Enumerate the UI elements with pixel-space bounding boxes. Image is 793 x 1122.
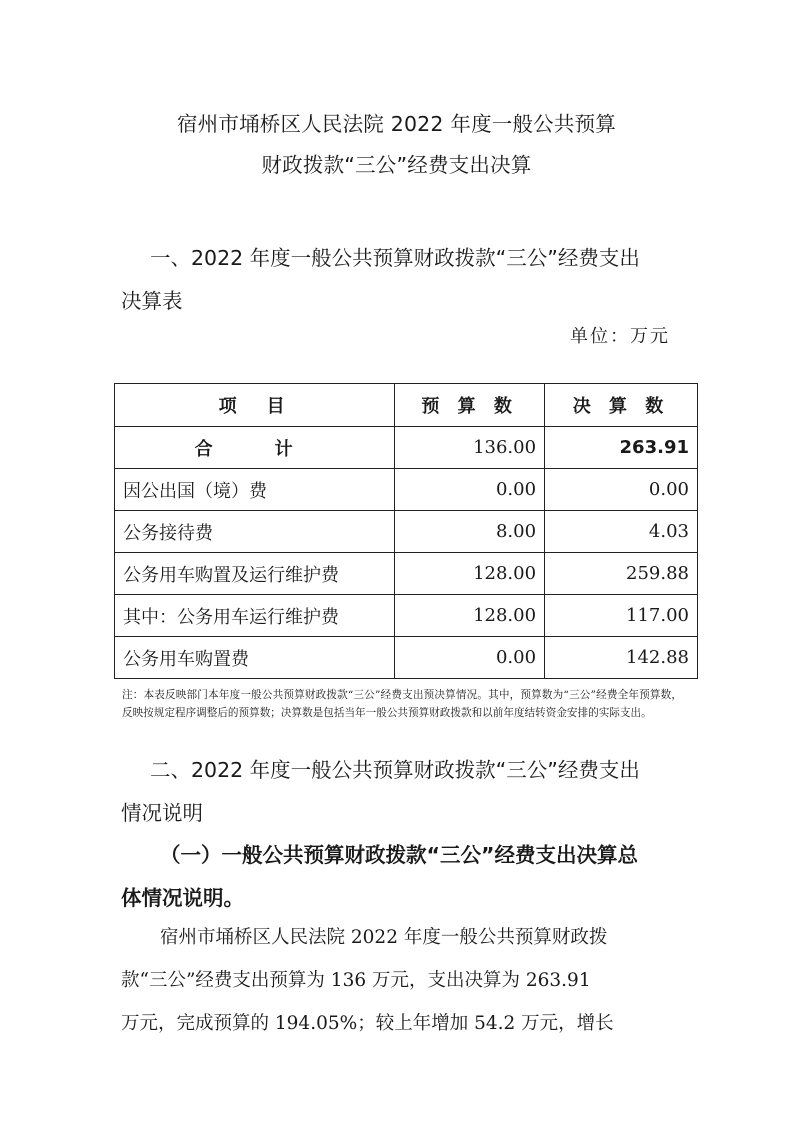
section2-heading-line2: 情况说明 [121,801,203,825]
document-title-line1: 宿州市埇桥区人民法院 2022 年度一般公共预算 [176,112,616,136]
row-label: 其中：公务用车运行维护费 [115,595,395,637]
row-actual: 263.91 [545,427,698,469]
subsection1-heading-line1: （一）一般公共预算财政拨款“三公”经费支出决算总 [160,843,638,867]
row-label: 合 计 [115,427,395,469]
row-label: 因公出国（境）费 [115,469,395,511]
row-budget: 128.00 [395,553,545,595]
row-budget: 8.00 [395,511,545,553]
table-row [115,553,698,595]
paragraph-line2: 款“三公”经费支出预算为 136 万元，支出决算为 263.91 [121,970,591,991]
subsection1-heading-line2: 体情况说明。 [121,886,244,910]
table-row [115,637,698,679]
section1-heading-line1: 一、2022 年度一般公共预算财政拨款“三公”经费支出 [150,246,640,270]
row-actual: 4.03 [545,511,698,553]
header-item: 项 目 [115,384,395,427]
row-actual: 259.88 [545,553,698,595]
row-budget: 0.00 [395,637,545,679]
table-row [115,595,698,637]
row-actual: 142.88 [545,637,698,679]
paragraph-line1: 宿州市埇桥区人民法院 2022 年度一般公共预算财政拨 [160,927,608,948]
header-budget: 预 算 数 [395,384,545,427]
header-actual: 决 算 数 [545,384,698,427]
document-title-line2: 财政拨款“三公”经费支出决算 [261,153,532,177]
row-actual: 117.00 [545,595,698,637]
section2-heading-line1: 二、2022 年度一般公共预算财政拨款“三公”经费支出 [150,758,640,782]
table-row [115,469,698,511]
paragraph-line3: 万元，完成预算的 194.05%；较上年增加 54.2 万元，增长 [121,1013,614,1034]
table-row [115,511,698,553]
row-label: 公务接待费 [115,511,395,553]
row-budget: 136.00 [395,427,545,469]
row-label: 公务用车购置费 [115,637,395,679]
table-footnote: 注：本表反映部门本年度一般公共预算财政拨款“三公”经费支出预决算情况。其中，预算数为“三公”经费全年预算数，反映按规定程序调整后的预算数；决算数是包括当年一般公共预算财政拨款和以前年度结转资金安排的实际支出。 [122,689,682,719]
expense-table [114,383,698,679]
section1-heading-line2: 决算表 [121,289,183,313]
table-header-row [115,384,698,427]
row-actual: 0.00 [545,469,698,511]
row-budget: 128.00 [395,595,545,637]
row-label: 公务用车购置及运行维护费 [115,553,395,595]
row-budget: 0.00 [395,469,545,511]
unit-label: 单位：万元 [570,326,670,347]
table-row-total [115,427,698,469]
